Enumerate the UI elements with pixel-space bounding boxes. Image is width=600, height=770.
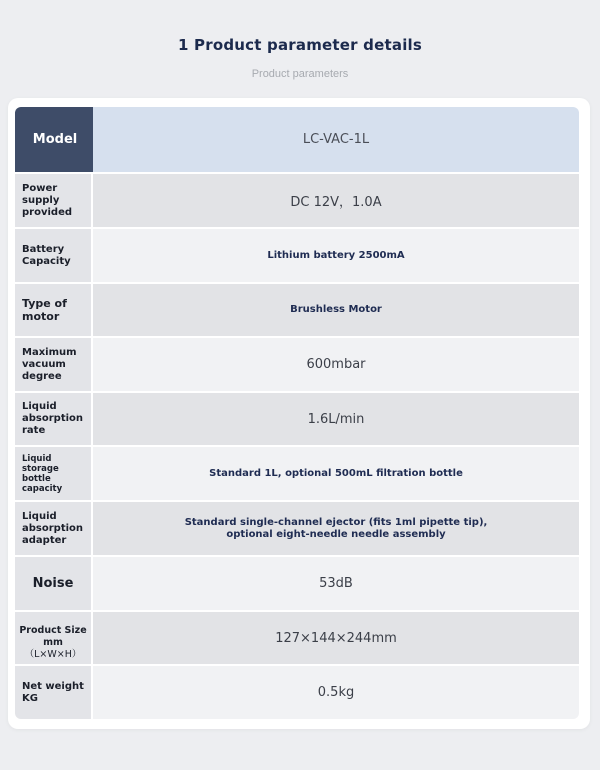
row-value: 1.6L/min (93, 393, 579, 445)
row-label: Liquid storage bottle capacity (15, 447, 93, 500)
table-row (15, 172, 579, 227)
table-row (15, 391, 579, 445)
row-value: Brushless Motor (93, 284, 579, 336)
page-subtitle: Product parameters (251, 68, 349, 80)
row-value: DC 12V，1.0A (93, 174, 579, 227)
table-row (15, 282, 579, 336)
row-value: Standard single-channel ejector (fits 1ml pipette tip), optional eight-needle needle assembly (93, 502, 579, 555)
table-row (15, 664, 579, 719)
row-label: Liquid absorption rate (15, 393, 93, 445)
page-header (0, 36, 600, 80)
row-value: LC-VAC-1L (93, 107, 579, 172)
row-label-main: Product Size mm (19, 625, 87, 648)
table-row (15, 445, 579, 500)
table-row (15, 610, 579, 664)
row-value: 0.5kg (93, 666, 579, 719)
page-title: 1 Product parameter details (177, 36, 423, 54)
row-value: Standard 1L, optional 500mL filtration bottle (93, 447, 579, 500)
row-label: Model (15, 107, 93, 172)
table-row (15, 555, 579, 610)
table-row (15, 227, 579, 282)
row-label: Maximum vacuum degree (15, 338, 93, 391)
row-label (15, 612, 93, 664)
row-value: 127×144×244mm (93, 612, 579, 664)
table-row-model (15, 107, 579, 172)
row-label: Noise (15, 557, 93, 610)
row-value: Lithium battery 2500mA (93, 229, 579, 282)
table-row (15, 336, 579, 391)
row-label: Net weight KG (15, 666, 93, 719)
row-label: Power supply provided (15, 174, 93, 227)
row-value: 53dB (93, 557, 579, 610)
row-label-sub: （L×W×H） (24, 649, 82, 660)
row-value: 600mbar (93, 338, 579, 391)
row-label: Battery Capacity (15, 229, 93, 282)
parameters-table (15, 107, 579, 719)
row-label: Liquid absorption adapter (15, 502, 93, 555)
row-label: Type of motor (15, 284, 93, 336)
table-row (15, 500, 579, 555)
